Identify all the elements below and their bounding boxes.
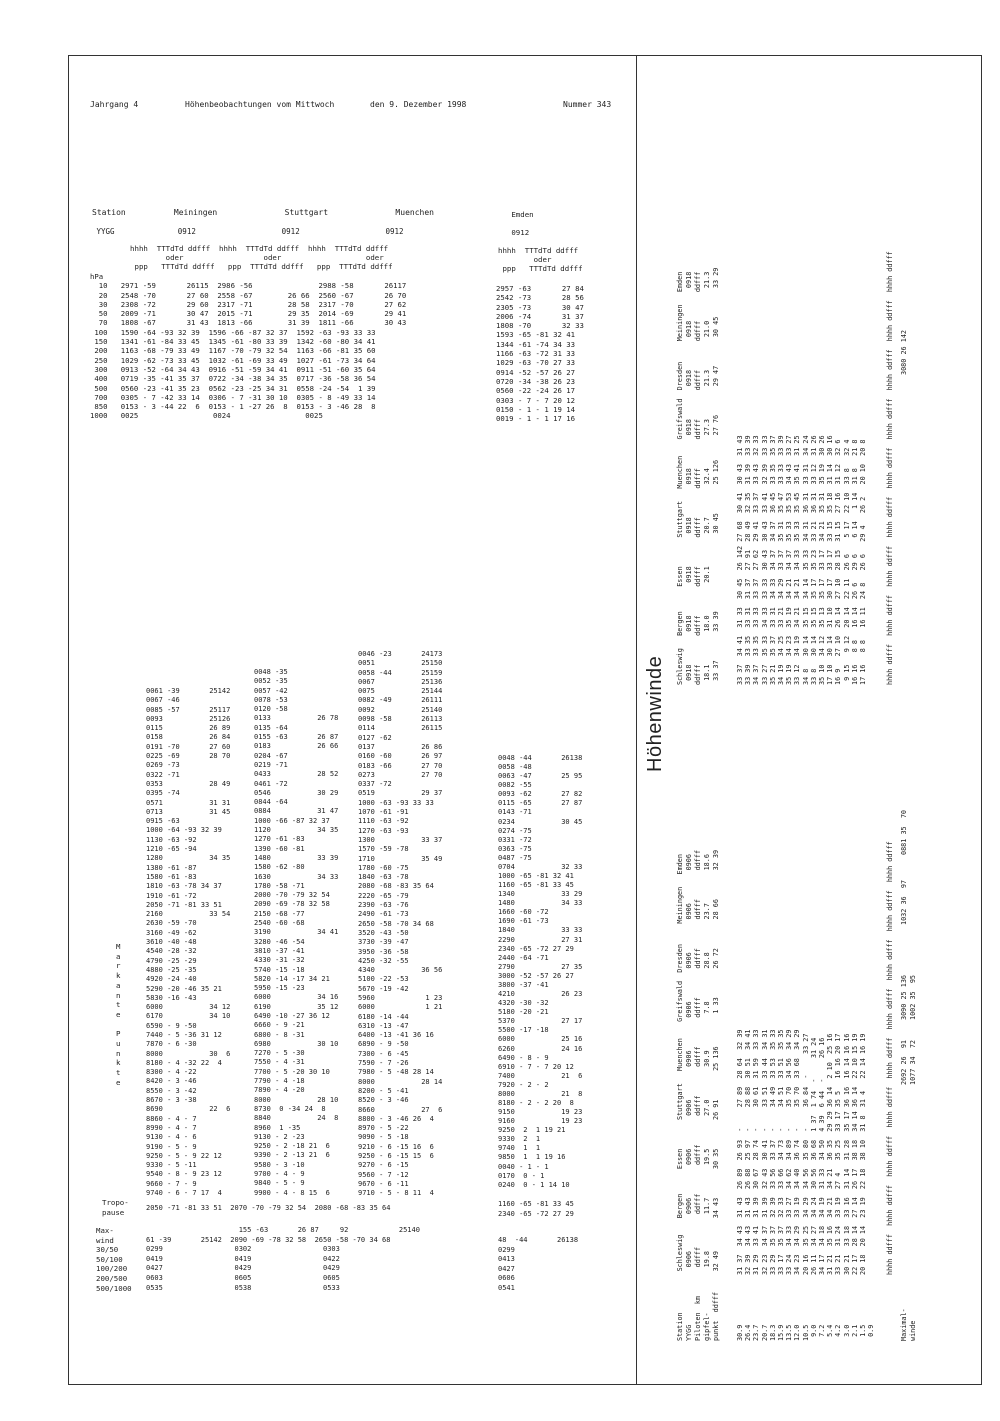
markante-punkte-label: M a r k a n t e P u n k t e (116, 942, 121, 1087)
hoehenwinde-footer-0906: hhhh ddfff hhhh ddfff hhhh ddfff hhhh ddfff hhhh ddfff hhhh ddfff hhhh ddfff hhhh ddfff hhhh ddfff (886, 841, 894, 1275)
max-wind-meiningen: 0881 35 70 (900, 809, 908, 855)
hoehenwinde-values-0906: 31 37 34 43 31 43 26 89 26 93 - 27 89 28 64 32 39 32 39 34 43 31 43 26 88 25 97 - 28 88 30 51 34 41 31 29 33 41 31 39 30 67 28 74 - 30 61 31 59 33 33 32 23 34 37 31 39 32 43 30 41 - 33 51 33 44 34 31 33 29 35 37 32 39 33 56 33 37 - 34 49 33 53 35 33 33 17 35 37 32 33 33 66 34 73 - 34 51 33 51 35 35 33 24 34 33 33 27 34 62 34 89 - 35 70 34 56 34 29 34 23 34 29 33 19 34 40 36 74 - 35 70 33 68 34 29 20 16 35 25 34 29 34 56 35 80 - 36 84 - 33 27 26 11 34 27 34 24 30 56 36 68 1 37 1 74 - 31 24 34 17 34 18 34 19 31 33 34 50 4 39 6 44 - 26 16 31 21 35 16 34 21 34 21 36 35 29 29 36 14 2 10 25 16 33 21 31 24 33 19 27 4 35 25 33 17 35 5 16 16 20 17 30 21 33 18 33 16 31 14 31 28 35 17 36 16 16 14 16 16 22 17 28 14 27 14 26 17 38 18 34 14 36 14 22 10 15 19 20 18 20 14 23 19 22 18 38 10 31 8 31 4 22 14 16 19 (736, 1029, 868, 1275)
header-jahrgang: Jahrgang 4 (90, 100, 139, 109)
header-title: Höhenbeobachtungen vom Mittwoch (185, 100, 335, 109)
merk-column-meiningen: 0061 -39 25142 0067 -46 0085 -57 25117 0093 25126 0115 26 89 0158 26 84 0191 -70 27 60 0225 -69 28 70 0269 -73 0322 -71 0353 28 49 0395 -74 0571 31 31 0713 31 45 0915 -63 1000 -64 -93 32 39 1130 -63 -92 1210 -65 -94 1280 34 35 1380 -61 -87 1580 -61 -83 1810 -63 -78 34 37 1910 -61 -72 2050 -71 -81 33 51 2160 33 54 2630 -59 -70 3160 -49 -62 3610 -40 -48 4540 -28 -32 4790 -25 -29 4880 -25 -35 4920 -24 -40 5290 -20 -46 35 21 5830 -16 -43 6000 34 12 6170 34 10 6590 - 9 -50 7440 - 5 -36 31 12 7870 - 6 -30 8000 30 6 8180 - 4 -32 22 4 8300 - 4 -22 8420 - 3 -46 8550 - 3 -42 8670 - 3 -38 8690 22 6 8860 - 4 - 7 8990 - 4 - 7 9130 - 4 - 6 9190 - 5 - 9 9250 - 5 - 9 22 12 9330 - 5 -11 9540 - 8 - 9 23 12 9660 - 7 - 9 9740 - 6 - 7 17 4 (146, 687, 231, 1198)
main-pressure-table: hPa 10 2971 -59 26115 2986 -56 2988 -58 26117 20 2548 -70 27 60 2558 -67 26 66 2560 -67 26 70 30 2308 -72 29 60 2317 -71 28 58 2317 -70 27 62 50 2009 -71 30 47 2015 -71 29 35 2014 -69 29 41 70 1808 -67 31 43 1813 -66 31 39 1811 -66 30 43 100 1590 -64 -93 32 39 1596 -66 -87 32 37 1592 -63 -93 33 33 150 1341 -61 -84 33 45 1345 -61 -80 33 39 1342 -60 -80 34 41 200 1163 -68 -79 33 49 1167 -70 -79 32 54 1163 -66 -81 35 60 250 1029 -62 -73 33 45 1032 -61 -69 33 49 1027 -61 -73 34 64 300 0913 -52 -64 34 43 0916 -51 -59 34 41 0911 -51 -60 35 64 400 0719 -35 -41 35 37 0722 -34 -38 34 35 0717 -36 -58 36 54 500 0560 -23 -41 35 23 0562 -23 -25 34 31 0558 -24 -54 1 39 700 0305 - 7 -42 33 14 0306 - 7 -31 30 10 0305 - 8 -49 33 14 850 0153 - 3 -44 22 6 0153 - 1 -27 26 8 0153 - 3 -46 28 8 1000 0025 0024 0025 (90, 272, 407, 421)
maxwind-values: 155 -63 26 87 92 25140 61 -39 25142 2090 -69 -78 32 58 2650 -58 -70 34 68 0299 0302 0303 0419 0419 0422 0427 0429 0429 0603 0605 0605 0535 0538 0533 (146, 1226, 420, 1292)
hoehenwinde-km-levels: 30.9 26.4 23.7 20.7 18.3 15.9 13.5 12.0 10.5 9.0 7.2 5.4 4.2 3.0 2.1 1.5 0.9 (736, 1324, 876, 1341)
hoehenwinde-title-wrap (636, 55, 676, 1367)
maxwind-label: Max- wind 30/50 50/100 100/200 200/500 500/1000 (96, 1226, 132, 1293)
merk-column-emden: 0048 -44 26138 0058 -48 0063 -47 25 95 0082 -55 0093 -62 27 82 0115 -65 27 87 0143 -71 0234 30 45 0274 -75 0331 -72 0363 -75 0487 -75 0704 32 33 1000 -65 -81 32 41 1160 -65 -81 33 45 1340 33 29 1480 34 33 1660 -60 -72 1690 -61 -73 1840 33 33 2290 27 31 2340 -65 -72 27 29 2440 -64 -71 2790 27 35 3000 -52 -57 26 27 3800 -37 -41 4210 26 23 4320 -30 -32 5180 -20 -21 5370 27 17 5500 -17 -18 6000 25 16 6260 24 16 6490 - 8 - 9 6910 - 7 - 7 20 12 7400 21 6 7920 - 2 - 2 8000 21 8 8180 - 2 - 2 20 8 9150 19 23 9160 19 23 9250 2 1 19 21 9330 2 1 9740 1 1 9850 1 1 19 16 0040 - 1 - 1 0170 0 - 1 0240 0 - 1 14 10 (498, 754, 583, 1189)
max-wind-stuttgart: 2692 26 91 1077 34 72 (900, 1039, 917, 1085)
hoehenwinde-stations-0918: Schleswig Bergen Essen Stuttgart Muenchen Greifswald Dresden Meiningen Emden 0918 0918 0918 0918 0918 0918 0918 0918 0918 ddfff ddfff ddfff ddfff ddfff ddfff ddfff ddfff ddfff 18.1 18.0 20.1 20.7 32.4 27.3 21.3 21.0 21.3 33 37 33 39 30 45 25 126 27 76 29 47 30 45 33 29 (676, 267, 720, 685)
maximal-winde-label: Maximal- winde (900, 1308, 917, 1341)
hoehenwinde-section (636, 55, 982, 1385)
maxwind-emden: 48 -44 26138 0299 0413 0427 0606 0541 (498, 1236, 579, 1292)
hoehenwinde-footer-0918: hhhh ddfff hhhh ddfff hhhh ddfff hhhh ddfff hhhh ddfff hhhh ddfff hhhh ddfff hhhh ddfff hhhh ddfff (886, 251, 894, 685)
hoehenwinde-values-0918: 33 37 34 41 31 33 30 45 26 142 27 68 30 41 30 43 31 43 33 39 33 35 33 31 31 37 27 91 28 49 32 35 31 39 33 39 34 37 33 35 33 33 33 37 27 62 29 41 33 37 33 43 32 33 33 27 35 33 34 33 33 33 30 43 30 43 33 41 32 39 33 33 35 21 35 37 33 31 34 33 34 37 34 37 36 45 33 35 35 37 34 19 34 25 33 21 34 29 33 37 35 31 35 47 33 33 33 39 35 19 34 23 35 19 34 21 34 37 35 33 35 53 34 43 33 27 33 12 34 19 34 21 34 21 34 33 35 33 35 45 35 41 31 25 34 8 30 14 35 15 34 14 35 33 34 31 36 31 33 31 34 24 33 8 30 14 35 15 35 17 35 23 33 21 36 31 33 12 31 26 35 10 34 12 35 13 35 17 33 17 34 21 35 31 35 19 30 26 17 10 30 14 31 10 30 17 33 17 33 15 35 18 31 14 30 16 16 9 27 10 26 14 27 10 28 15 31 15 27 16 31 12 32 6 9 15 9 12 20 14 22 11 26 6 5 17 22 10 33 8 32 4 16 16 8 8 16 14 26 6 29 6 6 14 1 14 31 8 21 8 17 16 8 8 16 11 24 8 26 6 29 4 26 2 20 10 20 8 (736, 435, 868, 685)
header-nummer: Nummer 343 (563, 100, 612, 109)
max-wind-muenchen: 3090 25 136 1002 35 95 (900, 974, 917, 1020)
merk-column-muenchen: 0046 -23 24173 0051 25150 0058 -44 25159 0067 25136 0075 25144 0082 -49 26111 0092 25140 0098 -58 26113 0114 26115 0127 -62 0137 26 86 0160 -60 26 97 0183 -66 27 70 0273 27 70 0337 -72 0519 29 37 1000 -63 -93 33 33 1070 -61 -91 1110 -63 -92 1270 -63 -93 1300 33 37 1570 -59 -78 1710 35 49 1780 -60 -75 1840 -63 -78 2080 -68 -83 35 64 2220 -65 -79 2390 -63 -76 2490 -61 -73 2650 -58 -70 34 68 3520 -43 -50 3730 -39 -47 3950 -36 -58 4250 -32 -55 4340 36 56 5100 -22 -53 5670 -19 -42 5960 1 23 6000 1 21 6180 -14 -44 6310 -13 -47 6400 -13 -41 36 16 6890 - 9 -50 7300 - 6 -45 7590 - 7 -26 7980 - 5 -48 28 14 8000 28 14 8200 - 5 -41 8520 - 3 -46 8660 27 6 8800 - 3 -46 26 4 8970 - 5 -22 9090 - 5 -18 9210 - 6 -15 16 6 9250 - 6 -15 15 6 9270 - 6 -15 9560 - 7 -12 9670 - 6 -11 9710 - 5 - 8 11 4 (358, 650, 443, 1198)
tropopause-values: 2050 -71 -81 33 51 2070 -70 -79 32 54 2080 -68 -83 35 64 (146, 1204, 391, 1212)
hoehenwinde-stations-0906: Station Schleswig Bergen Essen Stuttgart Muenchen Greifswald Dresden Meiningen Emden YYGG 0906 0906 0906 0906 0906 0906 0906 0906 0906 Piloten km ddfff ddfff ddfff ddfff ddfff ddfff ddfff ddfff ddfff gipfel- 19.8 11.7 19.5 27.0 30.9 7.8 28.8 23.7 18.6 punkt ddfff 32 49 34 43 30 35 26 91 25 136 1 33 26 72 28 66 32 39 (676, 849, 720, 1341)
emden-header: Emden 0912 hhhh TTTdTd ddfff oder ppp TTTdTd ddfff (498, 210, 583, 273)
stations-header-row1: Station Meiningen Stuttgart Muenchen (92, 208, 434, 217)
stations-header-columns: hhhh TTTdTd ddfff hhhh TTTdTd ddfff hhhh TTTdTd ddfff oder oder oder ppp TTTdTd ddfff ppp TTTdTd ddfff ppp TTTdTd ddfff (130, 244, 393, 271)
emden-pressure-table: 2957 -63 27 84 2542 -73 28 56 2305 -73 30 47 2006 -74 31 37 1808 -70 32 33 1593 -65 -81 32 41 1344 -61 -74 34 33 1166 -63 -72 31 33 1029 -63 -70 27 33 0914 -52 -57 26 27 0720 -34 -38 26 23 0560 -22 -24 26 17 0303 - 7 - 7 20 12 0150 - 1 - 1 19 14 0019 - 1 - 1 17 16 (496, 284, 584, 424)
tropopause-label: Tropo- pause (102, 1198, 129, 1217)
max-wind-0918-muenchen: 3080 26 142 (900, 329, 908, 375)
stations-header-row2: YYGG 0912 0912 0912 (92, 227, 404, 236)
hoehenwinde-title: Höhenwinde (644, 655, 666, 772)
header-date: den 9. Dezember 1998 (370, 100, 467, 109)
merk-column-stuttgart: 0048 -35 0052 -35 0057 -42 0078 -53 0120 -58 0133 26 78 0135 -64 0155 -63 26 87 0183 26 66 0204 -67 0219 -71 0433 28 52 0461 -72 0546 30 29 0844 -64 0884 31 47 1000 -66 -87 32 37 1120 34 35 1270 -61 -83 1390 -60 -81 1480 33 39 1580 -62 -80 1630 34 33 1780 -58 -71 2000 -70 -79 32 54 2090 -69 -78 32 58 2150 -68 -77 2540 -60 -68 3190 34 41 3280 -46 -54 3810 -37 -41 4330 -31 -32 5740 -15 -18 5820 -14 -17 34 21 5950 -15 -23 6000 34 16 6190 35 12 6490 -10 -27 36 12 6660 - 9 -21 6800 - 8 -31 6980 30 10 7270 - 5 -30 7550 - 4 -31 7700 - 5 -20 30 10 7790 - 4 -18 7890 - 4 -20 8000 28 10 8730 0 -34 24 8 8840 24 8 8960 1 -35 9130 - 2 -23 9250 - 2 -18 21 6 9390 - 2 -13 21 6 9580 - 3 -10 9700 - 4 - 9 9840 - 5 - 9 9900 - 4 - 8 15 6 (254, 668, 339, 1197)
tropopause-emden: 1160 -65 -81 33 45 2340 -65 -72 27 29 (498, 1200, 574, 1218)
max-wind-dresden: 1032 36 97 (900, 879, 908, 925)
